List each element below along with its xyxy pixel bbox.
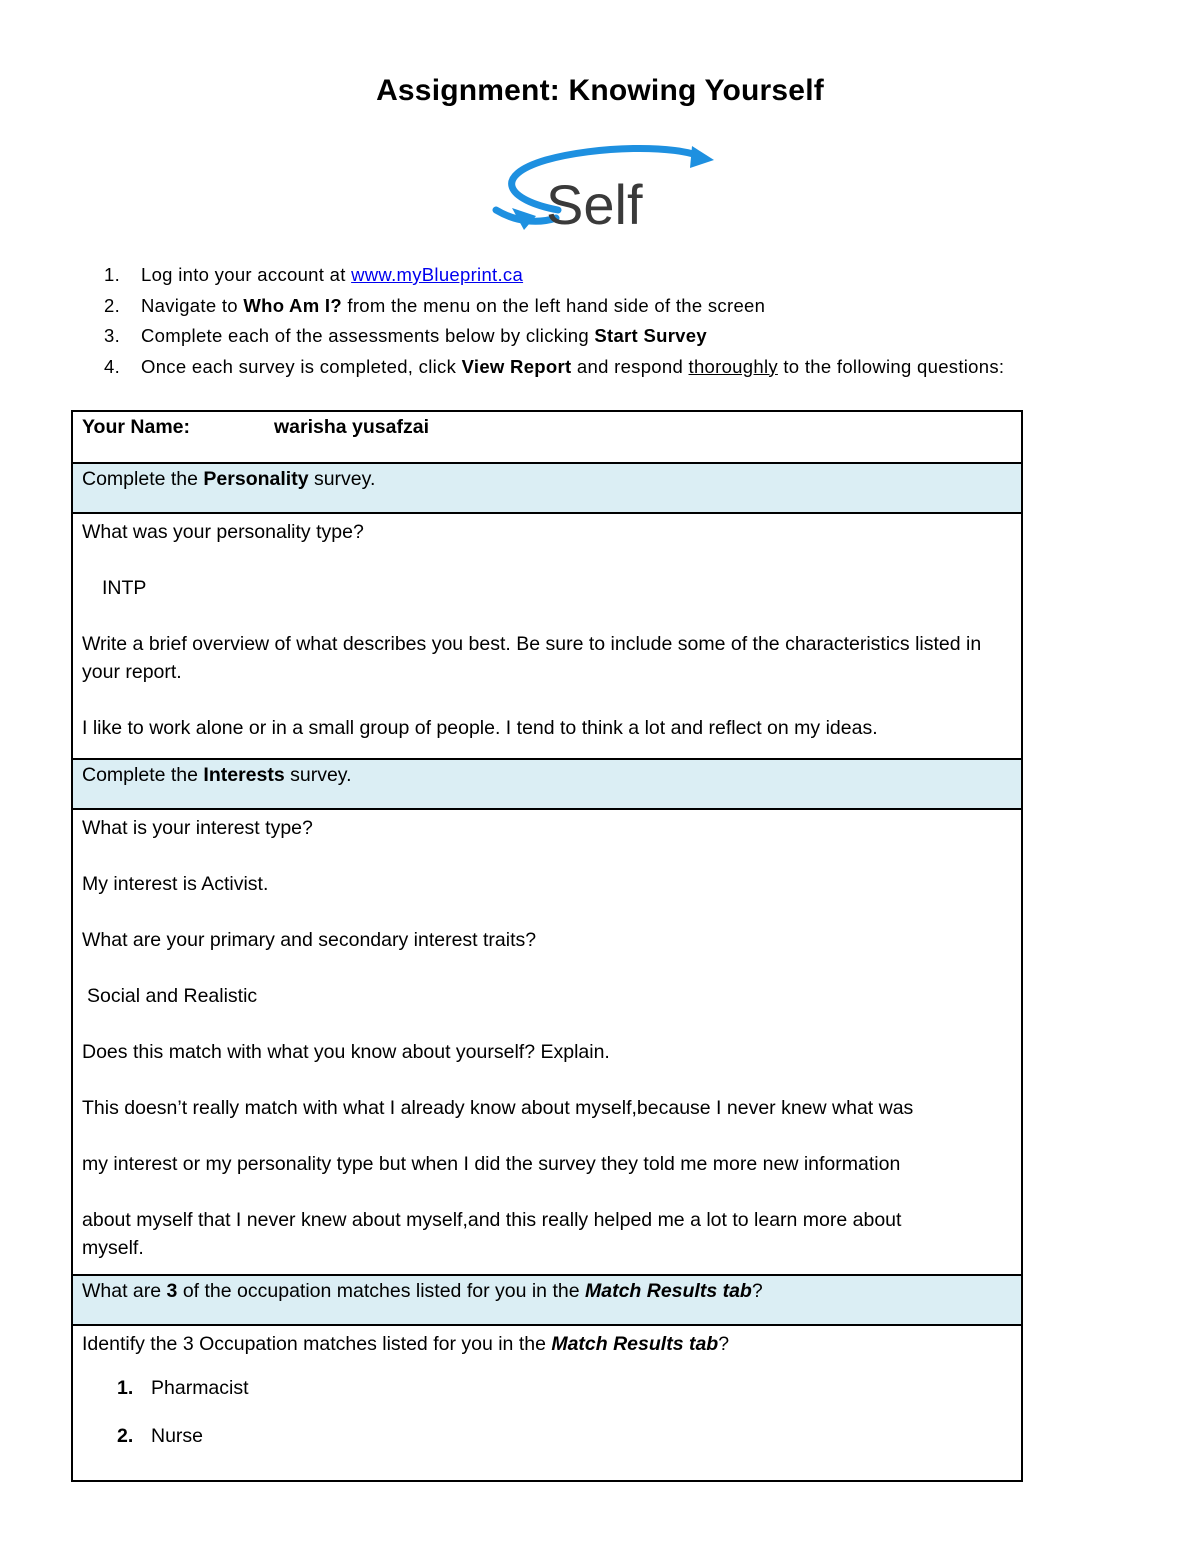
occupations-question: Identify the 3 Occupation matches listed for you in the Match Results tab?: [82, 1333, 730, 1355]
interests-answer-3-line-1[interactable]: This doesn’t really match with what I already know about myself,because I never knew what was: [82, 1097, 914, 1119]
occupation-item-2[interactable]: 2. Nurse: [117, 1425, 204, 1447]
personality-answer-2[interactable]: I like to work alone or in a small group of people. I tend to think a lot and reflect on my ideas.: [82, 717, 878, 739]
name-value[interactable]: warisha yusafzai: [274, 416, 429, 438]
svg-text:Self: Self: [546, 173, 643, 236]
occupation-list: [82, 1376, 1012, 1472]
occupations-answers: [72, 1325, 1022, 1481]
interests-question-3: Does this match with what you know about yourself? Explain.: [82, 1041, 610, 1063]
instruction-step-2: 2. Navigate to Who Am I? from the menu on the left hand side of the screen: [104, 294, 766, 316]
instruction-step-3: 3. Complete each of the assessments below by clicking Start Survey: [104, 325, 707, 346]
interests-answers: [72, 809, 1022, 1275]
myblueprint-link[interactable]: www.myBlueprint.ca: [351, 264, 524, 285]
name-label: Your Name:: [82, 416, 190, 438]
interests-answer-3-line-2[interactable]: my interest or my personality type but when I did the survey they told me more new information: [82, 1153, 901, 1175]
assignment-form-table: [71, 410, 1023, 1482]
instruction-step-1: 1. Log into your account at www.myBlueprint.ca: [104, 264, 524, 285]
interests-answer-3-line-3[interactable]: about myself that I never knew about myself,and this really helped me a lot to learn more about: [82, 1209, 902, 1231]
occupations-header: What are 3 of the occupation matches listed for you in the Match Results tab?: [72, 1275, 1022, 1325]
occupation-item-1[interactable]: 1. Pharmacist: [117, 1377, 249, 1399]
interests-question-2: What are your primary and secondary interest traits?: [82, 929, 537, 951]
interests-header: Complete the Interests survey.: [72, 759, 1022, 809]
name-row: [72, 411, 1022, 463]
page-title: Assignment: Knowing Yourself: [376, 74, 824, 107]
interests-question-1: What is your interest type?: [82, 817, 313, 839]
personality-header: Complete the Personality survey.: [72, 463, 1022, 513]
interests-answer-3-line-4[interactable]: myself.: [82, 1237, 144, 1259]
personality-answers: [72, 513, 1022, 759]
personality-question-2: Write a brief overview of what describes you best. Be sure to include some of the characteristics listed in your report.: [82, 633, 982, 683]
personality-answer-1[interactable]: INTP: [102, 577, 147, 599]
instruction-step-4: 4. Once each survey is completed, click View Report and respond thoroughly to the following questions:: [104, 355, 1005, 377]
personality-question-1: What was your personality type?: [82, 521, 364, 543]
interests-answer-2[interactable]: Social and Realistic: [87, 985, 258, 1007]
instruction-list: [104, 262, 1004, 384]
interests-answer-1[interactable]: My interest is Activist.: [82, 873, 269, 895]
self-logo: [486, 138, 716, 238]
